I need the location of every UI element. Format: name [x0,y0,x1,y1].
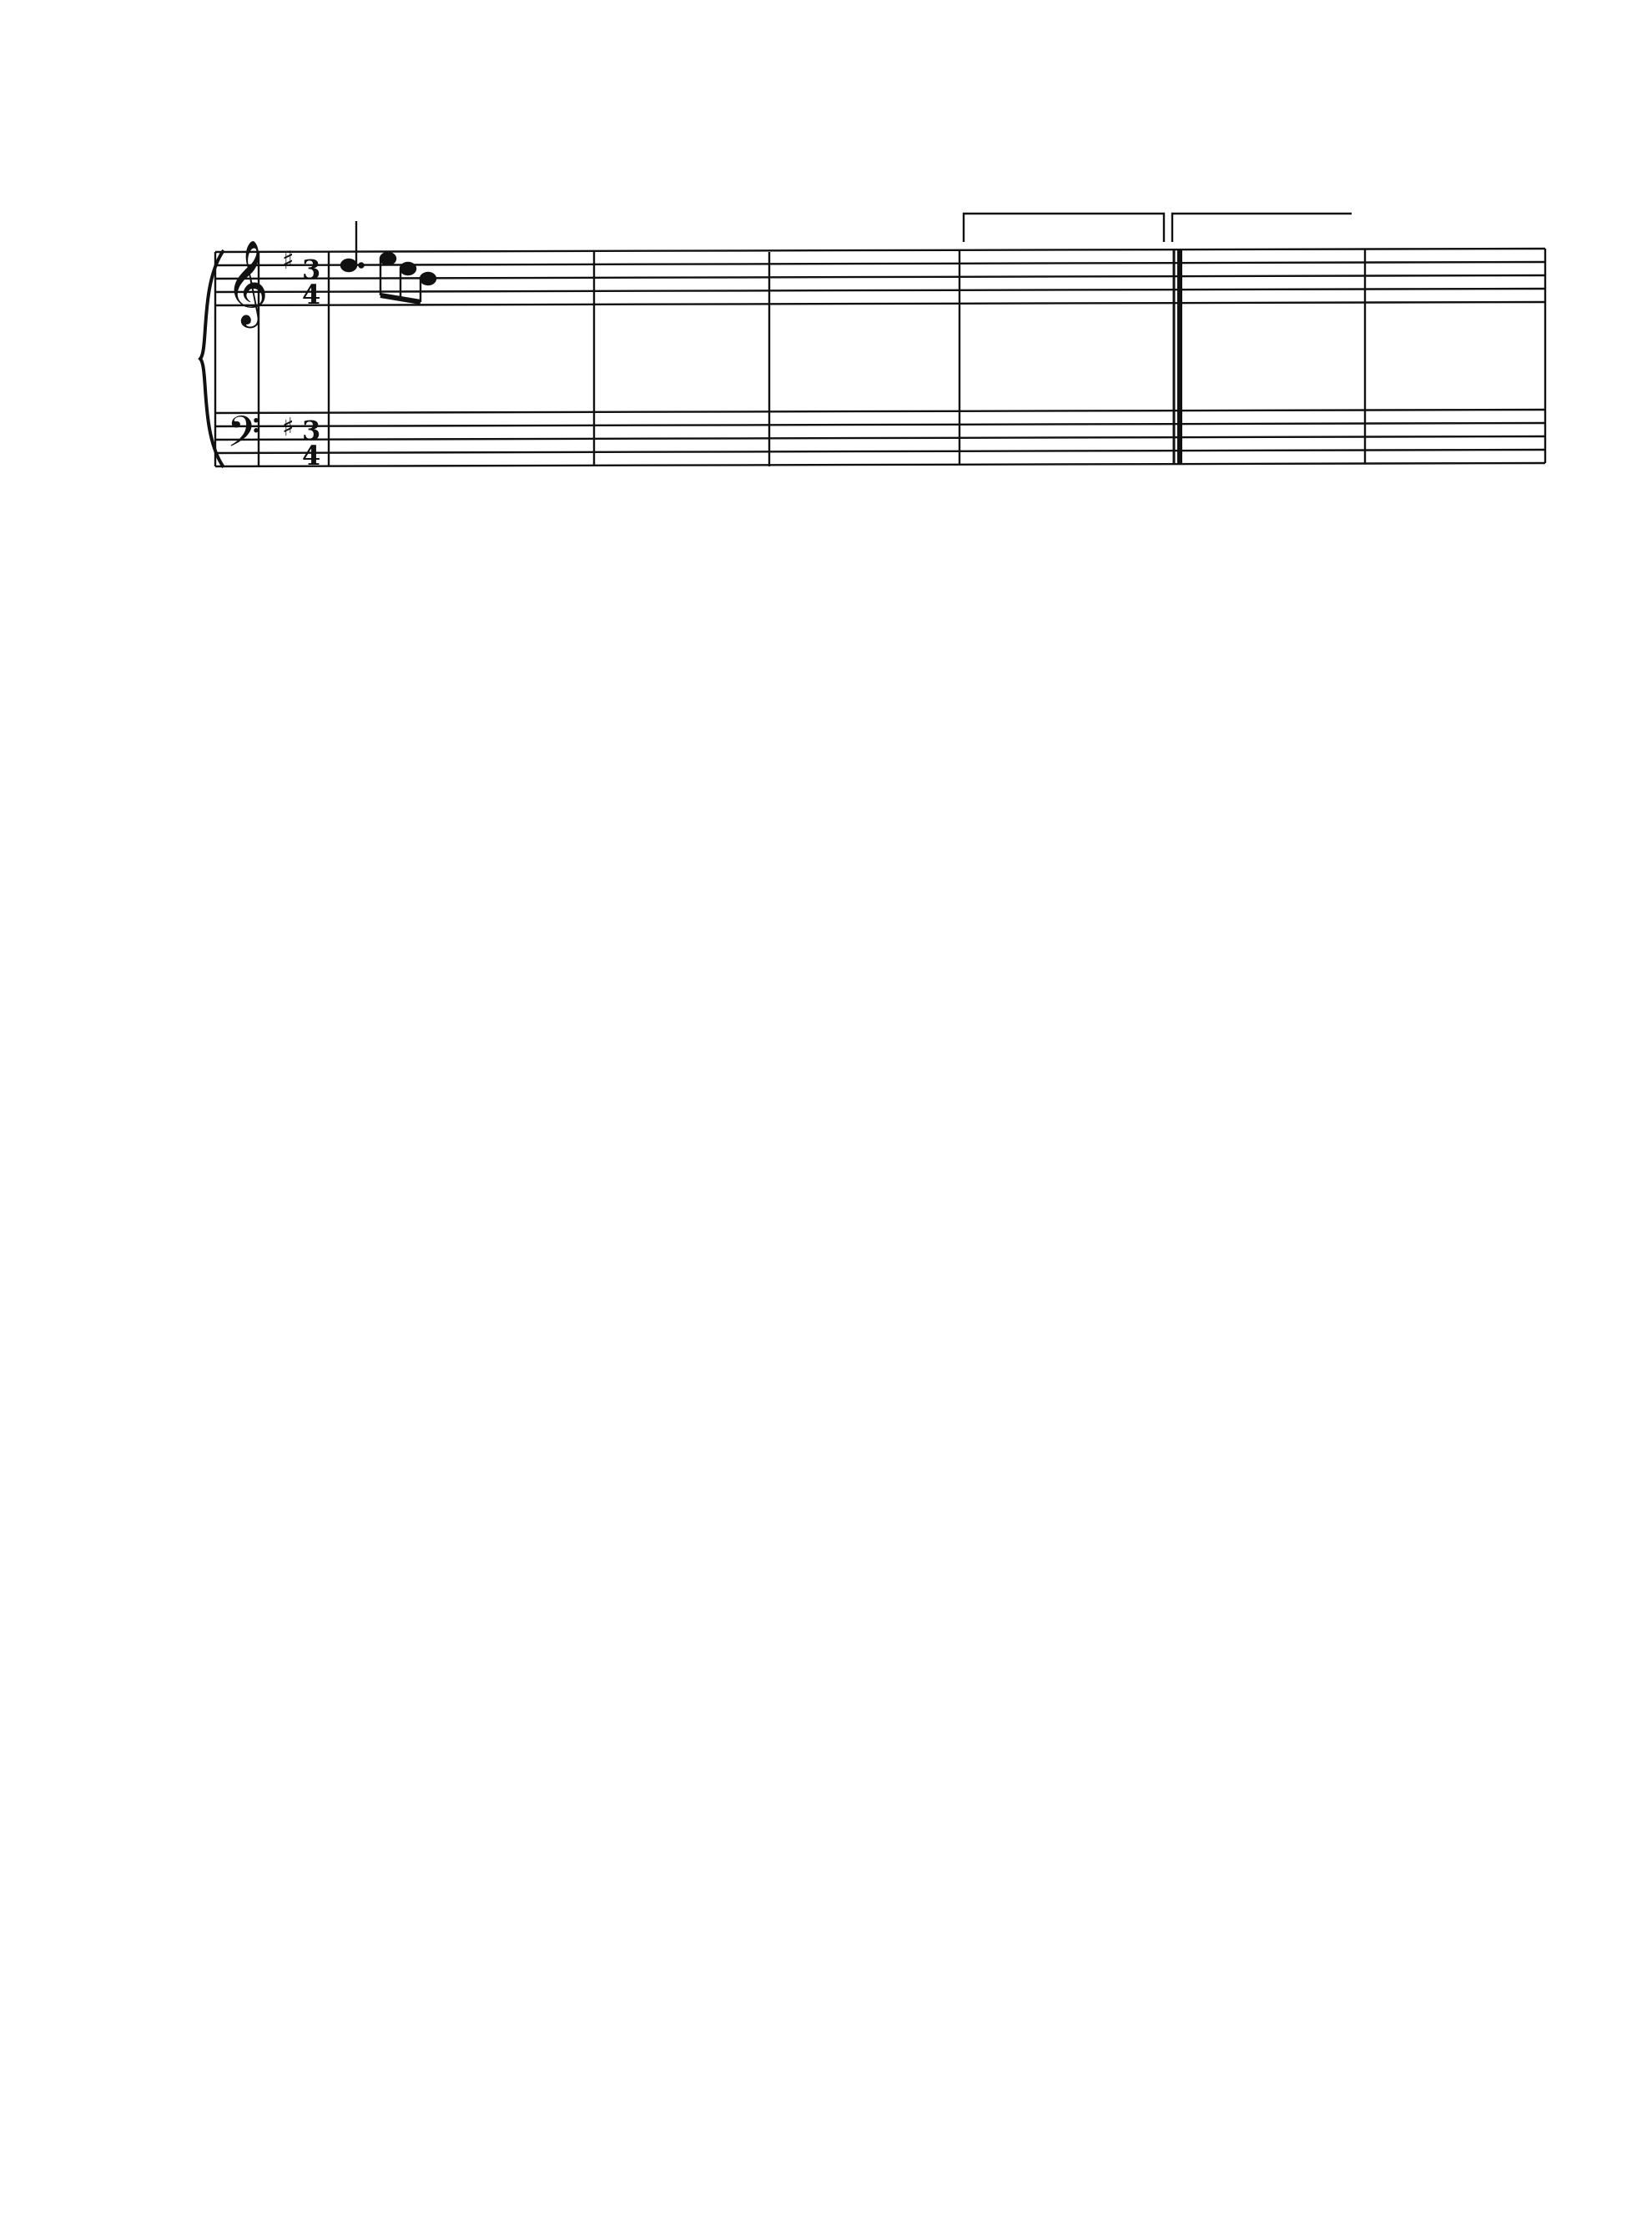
svg-text:4: 4 [302,440,321,471]
svg-text:3: 3 [302,415,321,446]
svg-text:𝄞: 𝄞 [225,239,269,325]
svg-text:4: 4 [302,279,321,310]
svg-text:3: 3 [302,254,321,285]
svg-text:♯: ♯ [282,246,295,275]
svg-text:♯: ♯ [282,413,295,442]
svg-text:𝄢: 𝄢 [227,406,260,467]
